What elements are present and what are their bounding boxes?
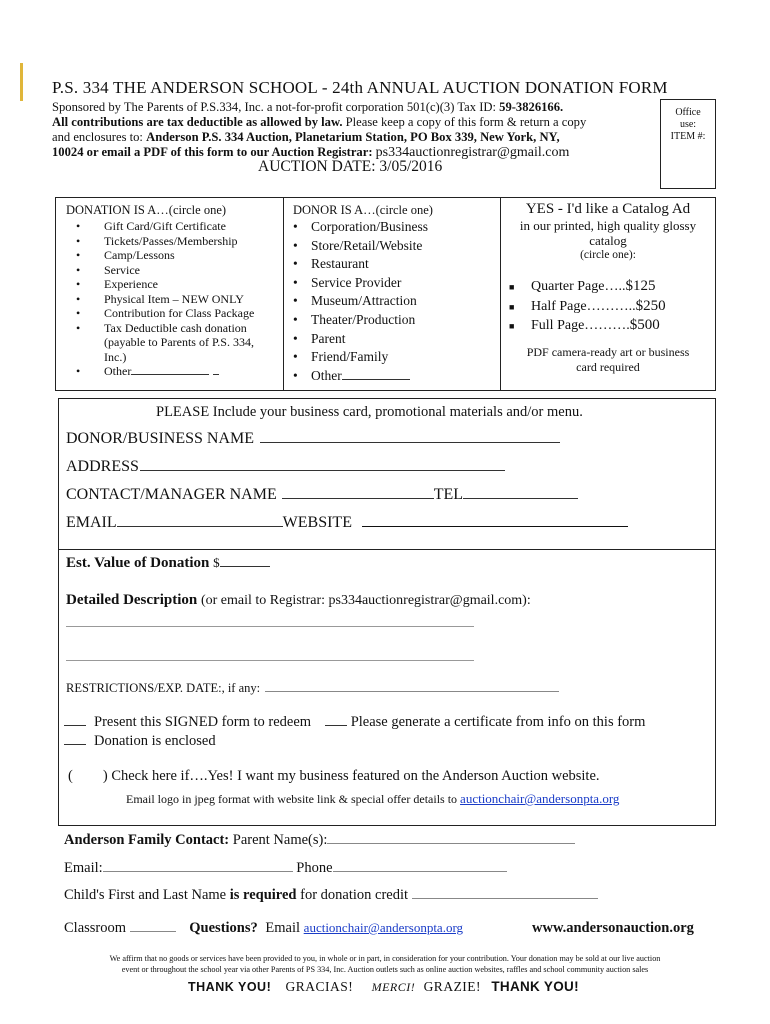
thanks-english: THANK YOU! xyxy=(188,980,272,994)
tax-id: 59-3826166. xyxy=(499,100,564,114)
classroom-row xyxy=(64,920,463,937)
donor-name-row xyxy=(66,430,560,448)
generate-cert-checkbox[interactable] xyxy=(325,725,347,726)
donation-option[interactable]: • Physical Item – NEW ONLY xyxy=(76,291,244,306)
catalog-ad-desc: in our printed, high quality glossy xyxy=(519,218,697,233)
contact-row xyxy=(66,486,578,504)
website-feature-label: Check here if….Yes! I want my business featured on the Anderson Auction website. xyxy=(111,768,600,784)
donor-option[interactable]: • Restaurant xyxy=(293,256,369,272)
present-signed-row xyxy=(64,714,645,731)
camera-ready-note: PDF camera-ready art or business xyxy=(526,344,690,359)
detailed-description-note: (or email to Registrar: ps334auctionregistrar@gmail.com): xyxy=(200,593,531,608)
auction-date: AUCTION DATE: 3/05/2016 xyxy=(258,158,443,175)
catalog-ad-title: YES - I'd like a Catalog Ad xyxy=(525,201,691,217)
restrictions-row xyxy=(66,681,559,696)
detailed-description-label: Detailed Description xyxy=(66,592,198,608)
tel-label: TEL xyxy=(433,486,464,503)
present-signed-label: Present this SIGNED form to redeem xyxy=(94,714,312,730)
donation-enclosed-label: Donation is enclosed xyxy=(94,733,216,749)
donor-option[interactable]: • Corporation/Business xyxy=(293,219,428,234)
donation-option[interactable]: • Gift Card/Gift Certificate xyxy=(76,219,226,233)
donor-name-field[interactable] xyxy=(260,442,560,443)
family-phone-label: Phone xyxy=(296,860,333,876)
mailing-address: Anderson P.S. 334 Auction, Planetarium Station, PO Box 339, New York, NY, xyxy=(146,130,560,144)
donation-option[interactable]: • Experience xyxy=(76,277,158,291)
currency-label: $ xyxy=(213,555,220,570)
donation-option[interactable]: • Contribution for Class Package xyxy=(76,306,255,320)
address-field[interactable] xyxy=(140,470,505,471)
family-contact-label: Anderson Family Contact: xyxy=(64,832,230,848)
est-value-label: Est. Value of Donation xyxy=(66,555,210,571)
est-value-field[interactable] xyxy=(220,566,270,567)
child-name-row xyxy=(64,887,598,904)
questions-email-label: Email xyxy=(265,920,301,936)
office-use-box xyxy=(660,99,716,189)
address-row xyxy=(66,458,505,476)
keep-copy-note: Please keep a copy of this form & return a copy xyxy=(345,115,587,129)
thanks-italian: GRAZIE! xyxy=(423,979,482,994)
donor-option[interactable]: • Museum/Attraction xyxy=(293,293,417,309)
email-logo-note: Email logo in jpeg format with website link & special offer details to xyxy=(126,792,458,806)
donation-option[interactable]: • Service xyxy=(76,262,140,277)
classroom-label: Classroom xyxy=(64,920,127,936)
tax-deductible-note: All contributions are tax deductible as allowed by law. xyxy=(52,115,343,129)
auction-chair-email-link[interactable]: auctionchair@andersonpta.org xyxy=(460,791,620,806)
donor-option[interactable]: • Parent xyxy=(293,330,346,346)
questions-email-link[interactable]: auctionchair@andersonpta.org xyxy=(303,920,464,935)
family-email-label: Email: xyxy=(64,860,103,876)
child-name-field[interactable] xyxy=(412,898,598,899)
email-logo-row xyxy=(126,791,619,807)
donation-enclosed-row xyxy=(64,733,216,750)
catalog-circle-note: (circle one): xyxy=(580,249,636,261)
email-row xyxy=(66,514,628,532)
ad-option-quarter[interactable]: ■ Quarter Page…..$125 xyxy=(509,278,656,294)
page-title: P.S. 334 THE ANDERSON SCHOOL - 24th ANNUAL AUCTION DONATION FORM xyxy=(52,78,668,97)
tel-field[interactable] xyxy=(463,498,578,499)
sponsor-line: Sponsored by The Parents of P.S.334, Inc. a not-for-profit corporation 501(c)(3) Tax ID: xyxy=(52,100,496,114)
donation-option[interactable]: • Tickets/Passes/Membership xyxy=(76,233,238,248)
detailed-description-row xyxy=(66,592,531,609)
affirmation-text xyxy=(40,953,730,975)
donor-name-label: DONOR/BUSINESS NAME xyxy=(66,430,255,447)
accent-bar xyxy=(20,63,23,101)
website-label: WEBSITE xyxy=(282,514,352,531)
child-name-credit: for donation credit xyxy=(300,887,409,903)
please-include-note: PLEASE Include your business card, promotional materials and/or menu. xyxy=(156,404,583,420)
affirmation-line-2: event or throughout the school year via other Parents of PS 334, Inc. Auction outlets such as online auction websites, raffles and school community auction sales xyxy=(121,965,649,974)
restrictions-label: RESTRICTIONS/EXP. DATE:, if any: xyxy=(66,681,261,695)
donor-option[interactable]: • Theater/Production xyxy=(293,311,416,327)
generate-cert-label: Please generate a certificate from info on this form xyxy=(350,714,646,730)
family-phone-field[interactable] xyxy=(333,871,507,872)
parent-names-field[interactable] xyxy=(327,843,575,844)
thanks-english-2: THANK YOU! xyxy=(491,979,579,994)
donation-option[interactable]: • Camp/Lessons xyxy=(76,248,175,262)
donation-type-box xyxy=(55,197,284,391)
affirmation-line-1: We affirm that no goods or services have been provided to you, in whole or in part, in consideration for your contribution. Your donation may be sold at our live auction xyxy=(109,954,661,963)
donation-option-other[interactable]: • Other xyxy=(66,364,283,379)
family-email-field[interactable] xyxy=(103,871,293,872)
child-name-required: is required xyxy=(229,887,297,903)
camera-ready-note-2: card required xyxy=(576,359,640,374)
donation-type-title: DONATION IS A…(circle one) xyxy=(66,203,227,217)
thanks-french: MERCI! xyxy=(371,980,416,994)
description-line-1[interactable] xyxy=(66,626,474,627)
email-field[interactable] xyxy=(117,526,283,527)
classroom-field[interactable] xyxy=(130,931,176,932)
header-text xyxy=(52,100,658,160)
feature-checkbox-open[interactable]: ( xyxy=(68,768,73,784)
office-use-label: use: xyxy=(679,119,697,130)
donor-option-other[interactable]: • Other xyxy=(293,367,500,386)
child-name-label: Child's First and Last Name xyxy=(64,887,227,903)
est-value-row xyxy=(66,555,270,572)
donor-type-box xyxy=(283,197,501,391)
return-to-label: and enclosures to: xyxy=(52,130,143,144)
ad-option-half[interactable]: ■ Half Page………..$250 xyxy=(509,297,666,314)
auction-website[interactable]: www.andersonauction.org xyxy=(532,920,694,936)
catalog-ad-box xyxy=(500,197,716,391)
family-contact-row xyxy=(64,832,575,849)
donor-option[interactable]: • Service Provider xyxy=(293,274,402,290)
contact-label: CONTACT/MANAGER NAME xyxy=(66,486,277,503)
thanks-spanish: GRACIAS! xyxy=(285,979,354,994)
feature-checkbox-close[interactable]: ) xyxy=(102,768,108,784)
restrictions-field[interactable] xyxy=(265,691,559,692)
parent-names-label: Parent Name(s): xyxy=(232,832,328,848)
present-signed-checkbox[interactable] xyxy=(64,725,86,726)
zip-code: 10024 xyxy=(52,145,84,159)
questions-label: Questions? xyxy=(189,920,258,936)
email-pdf-note: or email a PDF of this form to our Auction Registrar: xyxy=(86,145,373,159)
address-label: ADDRESS xyxy=(66,458,139,475)
donor-type-title: DONOR IS A…(circle one) xyxy=(293,203,433,217)
donation-option[interactable]: • Tax Deductible cash donation (payable to Parents of P.S. 334, Inc.) xyxy=(76,320,254,364)
item-number-label: ITEM #: xyxy=(670,131,706,142)
website-field[interactable] xyxy=(362,526,628,527)
email-label: EMAIL xyxy=(66,514,117,531)
donor-option[interactable]: • Friend/Family xyxy=(293,349,389,365)
donor-option[interactable]: • Store/Retail/Website xyxy=(293,237,423,253)
office-label: Office xyxy=(675,107,701,118)
ad-option-full[interactable]: ■ Full Page……….$500 xyxy=(509,317,660,333)
contact-field[interactable] xyxy=(282,498,434,499)
website-feature-row[interactable] xyxy=(68,768,600,785)
catalog-ad-desc-2: catalog xyxy=(589,233,627,248)
family-email-row xyxy=(64,860,507,877)
registrar-email: ps334auctionregistrar@gmail.com xyxy=(375,145,570,160)
thanks-row xyxy=(188,979,579,995)
description-line-2[interactable] xyxy=(66,660,474,661)
donation-enclosed-checkbox[interactable] xyxy=(64,744,86,745)
